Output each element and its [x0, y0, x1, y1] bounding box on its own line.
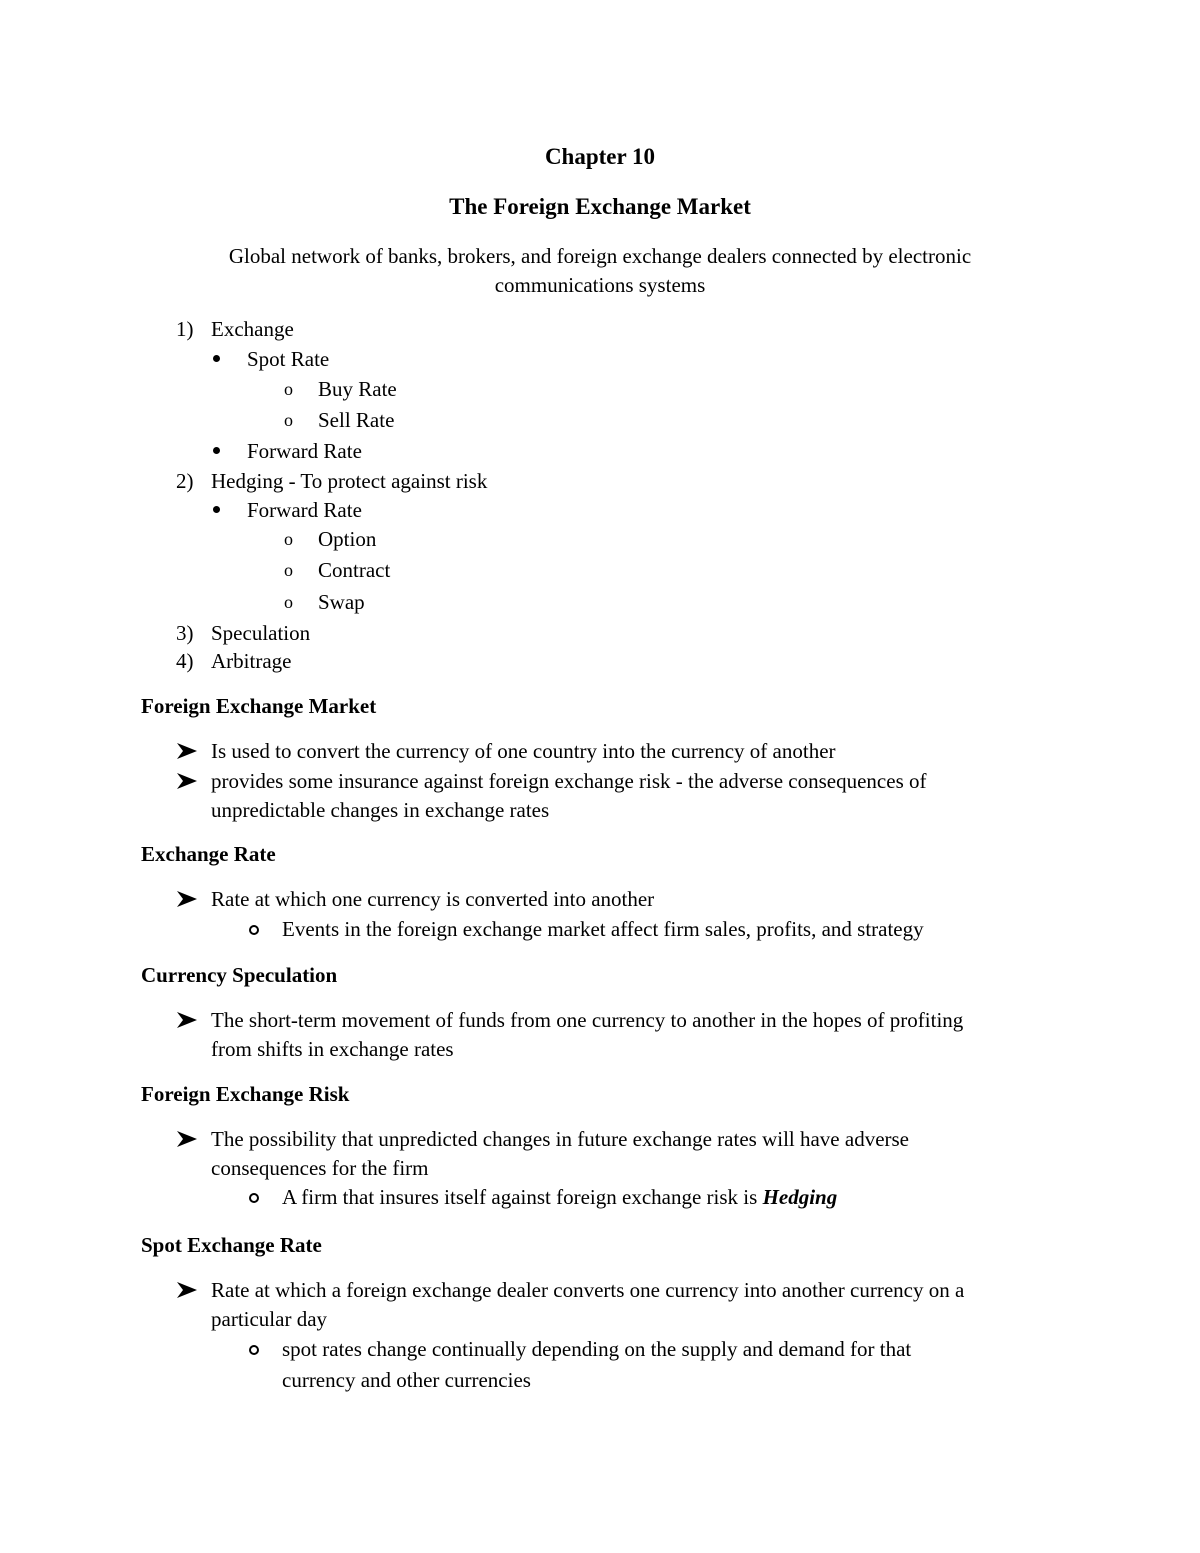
ser-sub-bullet-1-line-2: currency and other currencies	[282, 1368, 531, 1392]
section-heading-ser: Spot Exchange Rate	[141, 1233, 322, 1257]
cs-bullet-1-line-2: from shifts in exchange rates	[211, 1037, 454, 1061]
fem-bullet-2-line-2: unpredictable changes in exchange rates	[211, 798, 550, 822]
section-heading-er: Exchange Rate	[141, 842, 276, 866]
circle-bullet-icon: o	[284, 379, 293, 399]
outline-item-hedging: Hedging - To protect against risk	[211, 469, 488, 493]
arrow-bullet-icon	[176, 1011, 198, 1029]
arrow-bullet-icon	[176, 1281, 198, 1299]
circle-bullet-icon: o	[284, 410, 293, 430]
er-sub-bullet-1: Events in the foreign exchange market affect firm sales, profits, and strategy	[282, 917, 924, 941]
fer-bullet-1-line-1: The possibility that unpredicted changes in future exchange rates will have adverse	[211, 1127, 910, 1151]
arrow-bullet-icon	[176, 772, 198, 790]
cs-bullet-1-line-1: The short-term movement of funds from one currency to another in the hopes of profiting	[211, 1008, 964, 1032]
bullet-dot-icon	[213, 355, 220, 362]
section-heading-fer: Foreign Exchange Risk	[141, 1082, 350, 1106]
outline-item-forward-rate: Forward Rate	[247, 439, 362, 463]
arrow-bullet-icon	[176, 742, 198, 760]
fem-bullet-2-line-1: provides some insurance against foreign exchange risk - the adverse consequences of	[211, 769, 927, 793]
outline-number-4: 4)	[176, 649, 194, 673]
circle-bullet-icon: o	[284, 592, 293, 612]
fer-sub-bullet-1-text: A firm that insures itself against foreign exchange risk is	[282, 1185, 763, 1209]
ring-bullet-icon	[249, 1193, 259, 1203]
ser-bullet-1-line-2: particular day	[211, 1307, 328, 1331]
outline-item-arbitrage: Arbitrage	[211, 649, 292, 673]
bullet-dot-icon	[213, 447, 220, 454]
outline-number-3: 3)	[176, 621, 194, 645]
bullet-dot-icon	[213, 506, 220, 513]
ring-bullet-icon	[249, 1345, 259, 1355]
outline-number-2: 2)	[176, 469, 194, 493]
circle-bullet-icon: o	[284, 560, 293, 580]
intro-line-1: Global network of banks, brokers, and foreign exchange dealers connected by electronic	[228, 244, 972, 268]
ser-sub-bullet-1-line-1: spot rates change continually depending on the supply and demand for that	[282, 1337, 912, 1361]
arrow-bullet-icon	[176, 890, 198, 908]
document-title: The Foreign Exchange Market	[449, 194, 751, 219]
ring-bullet-icon	[249, 925, 259, 935]
arrow-bullet-icon	[176, 1130, 198, 1148]
intro-line-2: communications systems	[494, 273, 706, 297]
outline-item-buy-rate: Buy Rate	[318, 377, 397, 401]
fer-bullet-1-line-2: consequences for the firm	[211, 1156, 429, 1180]
outline-item-swap: Swap	[318, 590, 365, 614]
outline-item-spot-rate: Spot Rate	[247, 347, 330, 371]
chapter-title: Chapter 10	[544, 144, 656, 169]
circle-bullet-icon: o	[284, 529, 293, 549]
outline-item-option: Option	[318, 527, 377, 551]
outline-number-1: 1)	[176, 317, 194, 341]
outline-item-contract: Contract	[318, 558, 391, 582]
fem-bullet-1: Is used to convert the currency of one country into the currency of another	[211, 739, 836, 763]
outline-item-forward-rate-2: Forward Rate	[247, 498, 362, 522]
hedging-emphasis: Hedging	[762, 1185, 838, 1209]
outline-item-exchange: Exchange	[211, 317, 294, 341]
outline-item-sell-rate: Sell Rate	[318, 408, 395, 432]
outline-item-speculation: Speculation	[211, 621, 311, 645]
er-bullet-1: Rate at which one currency is converted into another	[211, 887, 655, 911]
ser-bullet-1-line-1: Rate at which a foreign exchange dealer converts one currency into another currency on a	[211, 1278, 965, 1302]
section-heading-fem: Foreign Exchange Market	[141, 694, 377, 718]
section-heading-cs: Currency Speculation	[141, 963, 338, 987]
fer-sub-bullet-1	[282, 1184, 837, 1210]
